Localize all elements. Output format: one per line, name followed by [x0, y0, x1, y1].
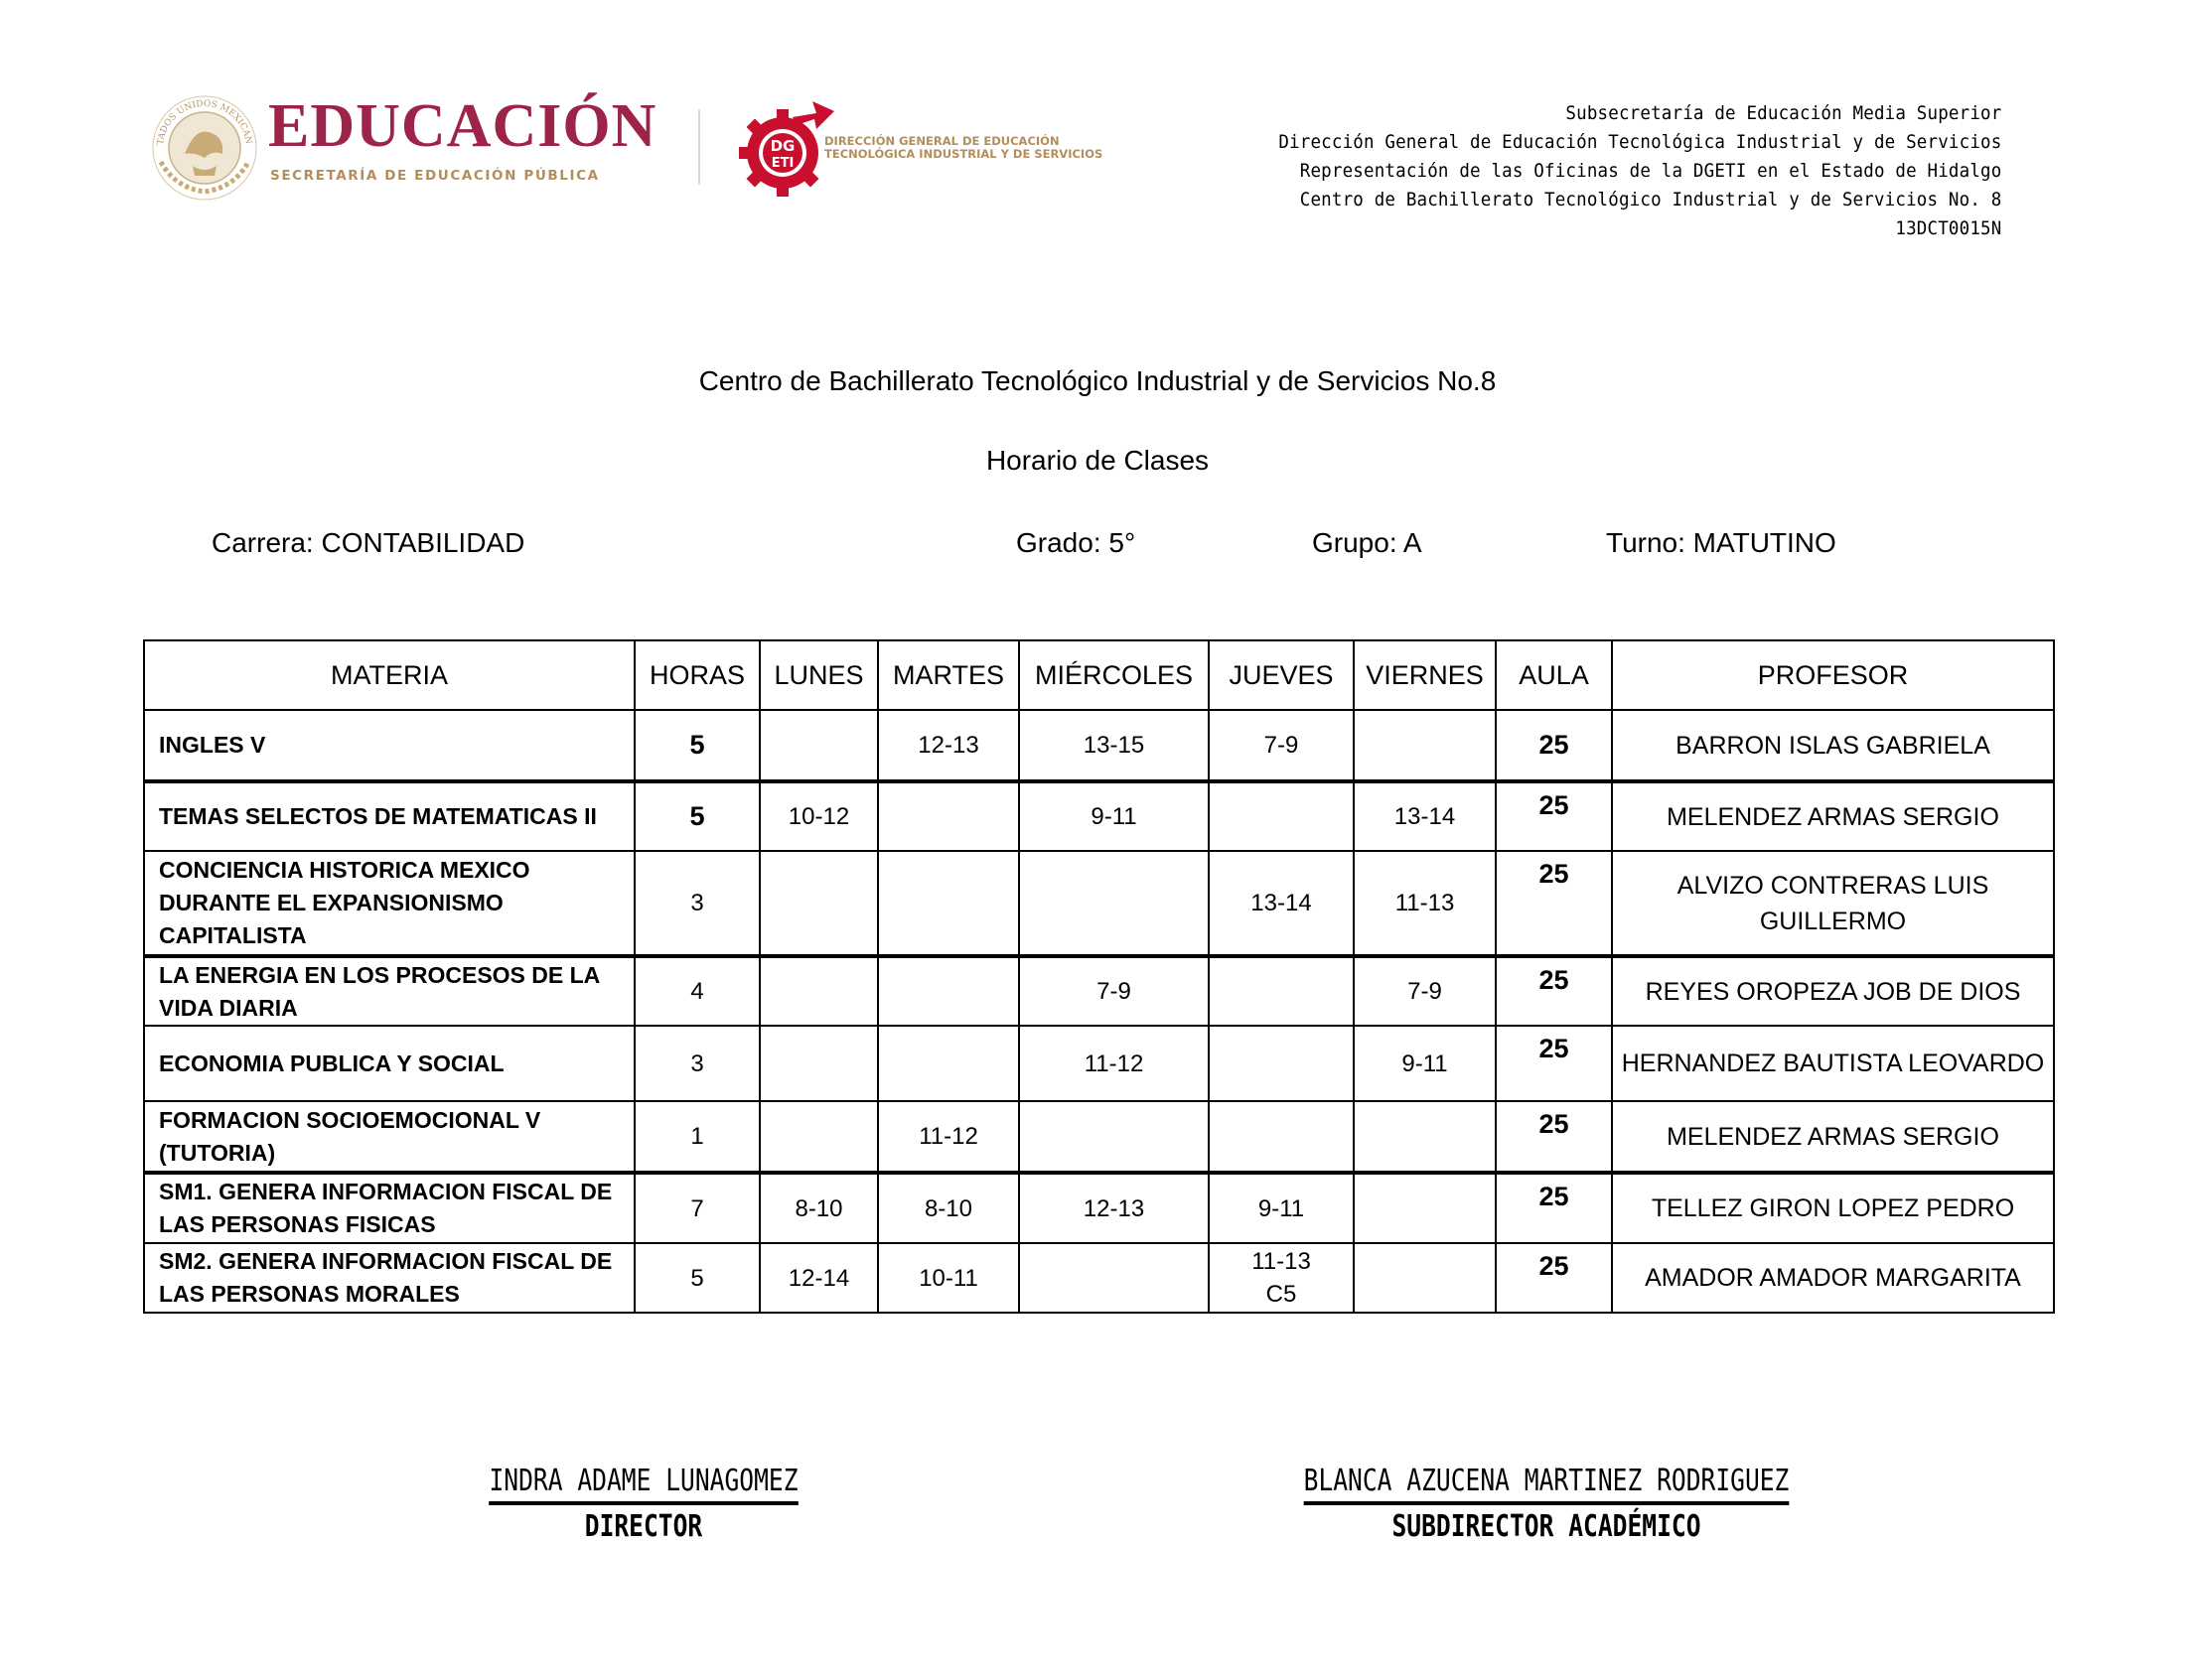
cell-aula: 25 [1496, 781, 1612, 851]
cell-aula: 25 [1496, 1101, 1612, 1173]
cell-jueves: 13-14 [1209, 851, 1354, 956]
cell-aula: 25 [1496, 1026, 1612, 1101]
table-row [144, 956, 2054, 1026]
cell-lunes [760, 710, 878, 781]
cell-materia: SM2. GENERA INFORMACION FISCAL DE LAS PERSONAS MORALES [144, 1243, 635, 1313]
cell-profesor: ALVIZO CONTRERAS LUIS GUILLERMO [1612, 851, 2054, 956]
cell-viernes [1354, 1243, 1496, 1313]
institution-line: Centro de Bachillerato Tecnológico Industrial y de Servicios No. 8 [1299, 189, 2001, 210]
grupo-label: Grupo: A [1312, 527, 1422, 558]
cell-jueves [1209, 1101, 1354, 1173]
signature-name: INDRA ADAME LUNAGOMEZ [489, 1464, 798, 1505]
sep-logo-word: EDUCACIÓN [268, 92, 657, 160]
schedule-table [143, 639, 2055, 1314]
cell-materia: ECONOMIA PUBLICA Y SOCIAL [144, 1026, 635, 1101]
cell-jueves [1209, 956, 1354, 1026]
cell-materia: LA ENERGIA EN LOS PROCESOS DE LA VIDA DIARIA [144, 956, 635, 1026]
table-row [144, 1173, 2054, 1243]
cell-viernes: 11-13 [1354, 851, 1496, 956]
cell-horas: 7 [635, 1173, 760, 1243]
document-title: Centro de Bachillerato Tecnológico Industrial y de Servicios No.8 [698, 365, 1497, 396]
signature-subdirector [1261, 1464, 1831, 1545]
cell-miercoles [1019, 1243, 1209, 1313]
cell-jueves [1209, 781, 1354, 851]
institution-line: Dirección General de Educación Tecnológica Industrial y de Servicios [1277, 131, 2001, 153]
cell-aula: 25 [1496, 710, 1612, 781]
cell-lunes [760, 1101, 878, 1173]
institution-header [1278, 99, 2001, 243]
cell-jueves [1209, 1026, 1354, 1101]
header-horas: HORAS [635, 640, 760, 710]
cell-jueves: 7-9 [1209, 710, 1354, 781]
header-profesor: PROFESOR [1612, 640, 2054, 710]
cell-viernes [1354, 1101, 1496, 1173]
cell-martes: 8-10 [878, 1173, 1019, 1243]
table-row [144, 1026, 2054, 1101]
cell-miercoles: 7-9 [1019, 956, 1209, 1026]
cell-profesor: TELLEZ GIRON LOPEZ PEDRO [1612, 1173, 2054, 1243]
cell-martes: 12-13 [878, 710, 1019, 781]
header-viernes: VIERNES [1354, 640, 1496, 710]
svg-text:DG: DG [770, 137, 796, 155]
institution-line: Representación de las Oficinas de la DGETI en el Estado de Hidalgo [1299, 160, 2001, 182]
table-row [144, 1101, 2054, 1173]
carrera-label: Carrera: CONTABILIDAD [212, 527, 525, 558]
institution-line: Subsecretaría de Educación Media Superior [1564, 102, 2001, 124]
cell-aula: 25 [1496, 1243, 1612, 1313]
cell-profesor: REYES OROPEZA JOB DE DIOS [1612, 956, 2054, 1026]
cell-viernes: 7-9 [1354, 956, 1496, 1026]
document-subtitle: Horario de Clases [985, 445, 1210, 476]
mexico-coat-of-arms-seal [149, 92, 260, 204]
dgeti-line-2: TECNOLÓGICA INDUSTRIAL Y DE SERVICIOS [824, 147, 1103, 161]
svg-text:ETI: ETI [771, 156, 795, 171]
cell-aula: 25 [1496, 956, 1612, 1026]
cell-miercoles: 12-13 [1019, 1173, 1209, 1243]
cell-viernes [1354, 1173, 1496, 1243]
cell-lunes: 12-14 [760, 1243, 878, 1313]
cell-horas: 1 [635, 1101, 760, 1173]
cell-horas: 5 [635, 710, 760, 781]
cell-viernes: 9-11 [1354, 1026, 1496, 1101]
cell-lunes: 8-10 [760, 1173, 878, 1243]
cell-horas: 5 [635, 781, 760, 851]
signature-director [399, 1464, 888, 1545]
cell-miercoles: 9-11 [1019, 781, 1209, 851]
cell-horas: 4 [635, 956, 760, 1026]
cell-martes: 10-11 [878, 1243, 1019, 1313]
cell-martes [878, 851, 1019, 956]
cell-jueves-time: 11-13 [1251, 1248, 1311, 1275]
cell-miercoles: 13-15 [1019, 710, 1209, 781]
cell-martes: 11-12 [878, 1101, 1019, 1173]
cell-lunes: 10-12 [760, 781, 878, 851]
cell-profesor: HERNANDEZ BAUTISTA LEOVARDO [1612, 1026, 2054, 1101]
header-martes: MARTES [878, 640, 1019, 710]
cell-jueves [1209, 1243, 1354, 1313]
cell-materia: INGLES V [144, 710, 635, 781]
cell-materia: TEMAS SELECTOS DE MATEMATICAS II [144, 781, 635, 851]
cell-horas: 3 [635, 1026, 760, 1101]
cell-miercoles [1019, 851, 1209, 956]
table-row [144, 781, 2054, 851]
header-materia: MATERIA [144, 640, 635, 710]
cell-lunes [760, 1026, 878, 1101]
cell-martes [878, 956, 1019, 1026]
cell-jueves: 9-11 [1209, 1173, 1354, 1243]
cell-materia: FORMACION SOCIOEMOCIONAL V (TUTORIA) [144, 1101, 635, 1173]
table-row [144, 851, 2054, 956]
cell-lunes [760, 956, 878, 1026]
cell-profesor: MELENDEZ ARMAS SERGIO [1612, 781, 2054, 851]
header-jueves: JUEVES [1209, 640, 1354, 710]
cell-aula: 25 [1496, 1173, 1612, 1243]
cell-profesor: AMADOR AMADOR MARGARITA [1612, 1243, 2054, 1313]
signature-name: BLANCA AZUCENA MARTINEZ RODRIGUEZ [1304, 1464, 1790, 1505]
cell-profesor: MELENDEZ ARMAS SERGIO [1612, 1101, 2054, 1173]
signature-role: SUBDIRECTOR ACADÉMICO [1391, 1509, 1701, 1544]
institution-code: 13DCT0015N [1894, 217, 2001, 239]
cell-miercoles [1019, 1101, 1209, 1173]
cell-jueves-note: C5 [1265, 1281, 1297, 1308]
cell-viernes [1354, 710, 1496, 781]
header-miercoles: MIÉRCOLES [1019, 640, 1209, 710]
cell-martes [878, 1026, 1019, 1101]
cell-viernes: 13-14 [1354, 781, 1496, 851]
sep-logo-subtitle: SECRETARÍA DE EDUCACIÓN PÚBLICA [270, 168, 600, 184]
table-header-row [144, 640, 2054, 710]
cell-materia: CONCIENCIA HISTORICA MEXICO DURANTE EL EXPANSIONISMO CAPITALISTA [144, 851, 635, 956]
table-row [144, 710, 2054, 781]
table-row [144, 1243, 2054, 1313]
header-lunes: LUNES [760, 640, 878, 710]
cell-horas: 5 [635, 1243, 760, 1313]
header-aula: AULA [1496, 640, 1612, 710]
cell-profesor: BARRON ISLAS GABRIELA [1612, 710, 2054, 781]
dgeti-logo-text [824, 135, 1102, 161]
cell-materia: SM1. GENERA INFORMACION FISCAL DE LAS PERSONAS FISICAS [144, 1173, 635, 1243]
grado-label: Grado: 5° [1016, 527, 1136, 558]
dgeti-gear-icon [737, 93, 836, 203]
cell-horas: 3 [635, 851, 760, 956]
cell-lunes [760, 851, 878, 956]
dgeti-line-1: DIRECCIÓN GENERAL DE EDUCACIÓN [824, 134, 1060, 148]
cell-miercoles: 11-12 [1019, 1026, 1209, 1101]
cell-martes [878, 781, 1019, 851]
signature-role: DIRECTOR [584, 1509, 703, 1544]
seal-text: TADOS UNIDOS MEXICAN [156, 98, 253, 146]
logo-divider [698, 109, 700, 185]
turno-label: Turno: MATUTINO [1606, 527, 1836, 558]
cell-aula: 25 [1496, 851, 1612, 956]
